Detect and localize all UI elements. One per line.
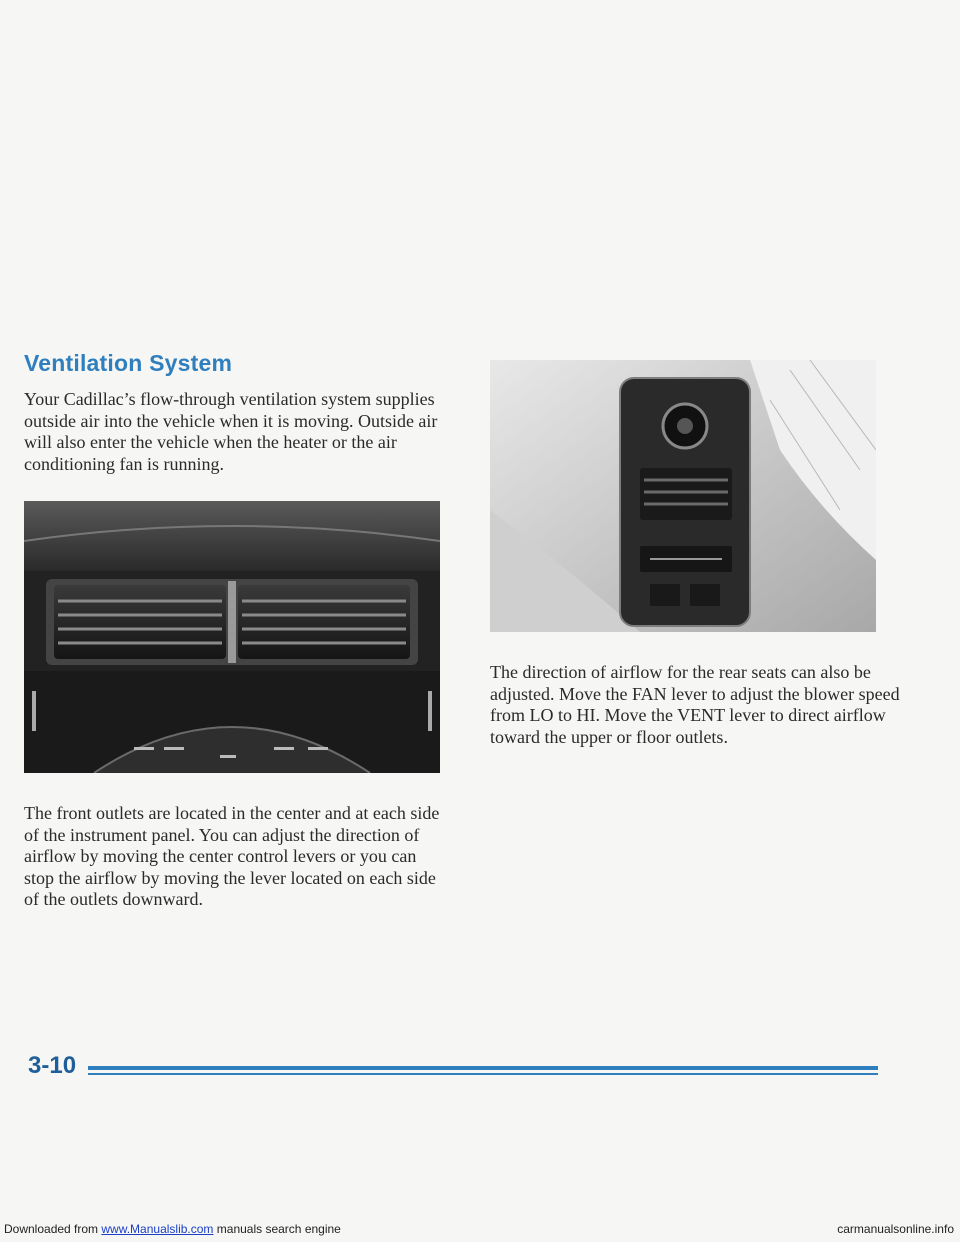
footer-rule-thin (88, 1073, 878, 1075)
right-column (490, 360, 910, 748)
download-attribution (4, 1222, 341, 1236)
dashboard-vents-photo (24, 501, 440, 773)
watermark: carmanualsonline.info (837, 1222, 954, 1236)
rear-console-photo (490, 360, 876, 632)
page-footer (28, 1052, 878, 1092)
section-title: Ventilation System (24, 350, 233, 376)
manualslib-link[interactable]: www.Manualslib.com (101, 1222, 214, 1236)
page-number: 3-10 (28, 1052, 77, 1079)
front-outlets-paragraph: The front outlets are located in the center and at each side of the instrument panel. You can adjust the direction of airflow by moving the center control levers or you can stop the airflow by moving the lever located on each side of the outlets downward. (24, 803, 440, 909)
download-prefix: Downloaded from (4, 1222, 102, 1236)
download-suffix: manuals search engine (213, 1222, 341, 1236)
left-column (24, 340, 444, 911)
rear-airflow-paragraph: The direction of airflow for the rear seats can also be adjusted. Move the FAN lever to adjust the blower speed from LO to HI. Move the VENT lever to direct airflow toward the upper or floor outlets. (490, 662, 900, 747)
footer-rule-thick (88, 1066, 878, 1070)
intro-paragraph: Your Cadillac’s flow-through ventilation system supplies outside air into the vehicle when it is moving. Outside air will also enter the vehicle when the heater or the air conditioning fan is running. (24, 389, 438, 474)
